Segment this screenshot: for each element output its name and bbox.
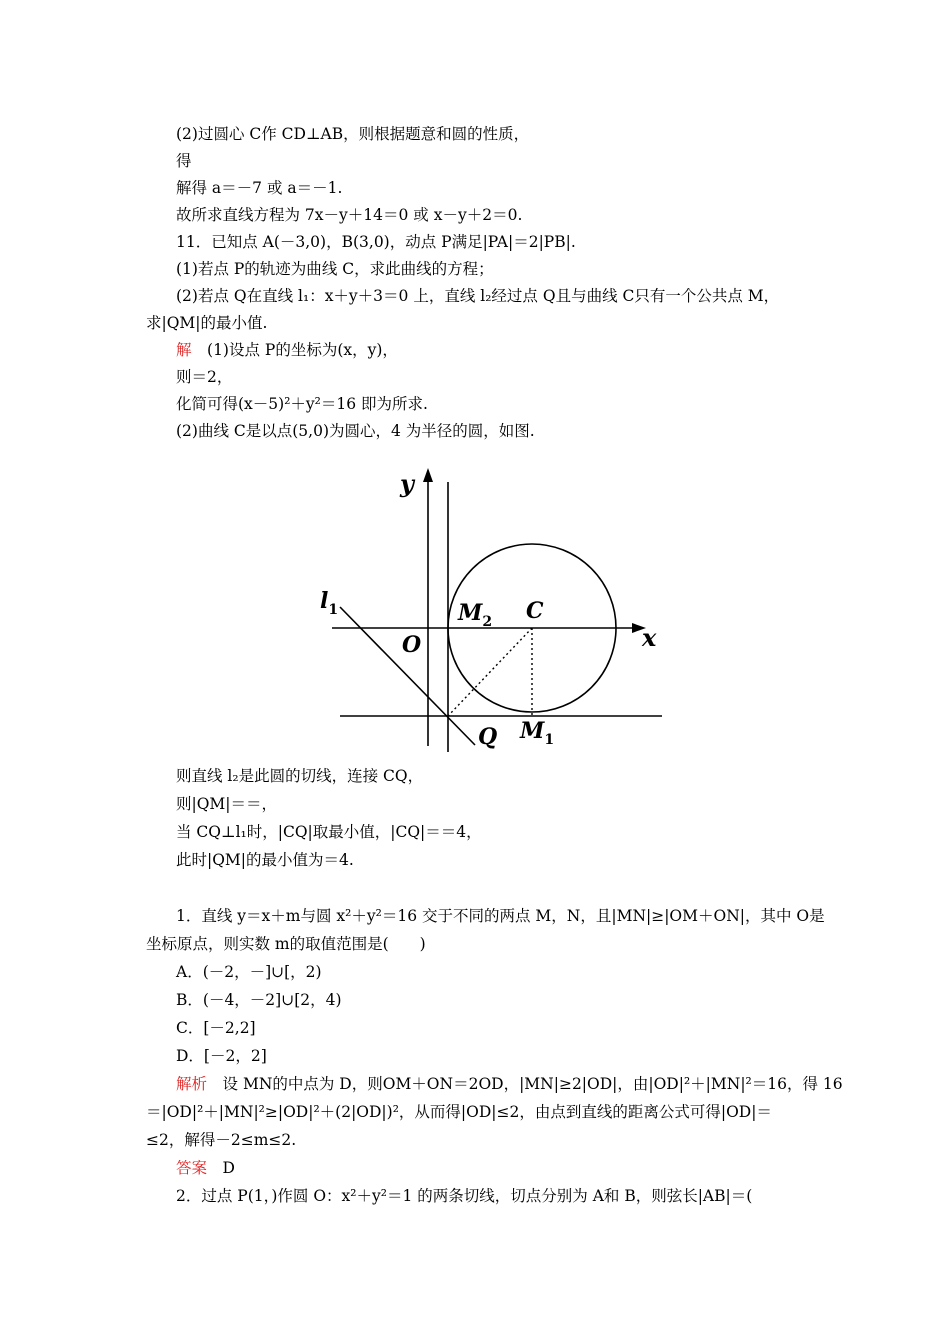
sub-question: (2)若点 Q在直线 l₁：x＋y＋3＝0 上，直线 l₂经过点 Q且与曲线 C只有一个公共点 M， [176,287,780,305]
question-stem: 2．过点 P(1，)作圆 O：x²＋y²＝1 的两条切线，切点分别为 A和 B，则弦长|AB|＝( [176,1187,753,1205]
question-stem: 坐标原点，则实数 m的取值范围是( ) [146,935,426,953]
solution-line: 则＝2， [176,368,233,386]
l1-label [320,588,338,618]
origin-label: O [402,632,422,658]
analysis-line [176,1074,843,1094]
analysis-line: ≤2，解得－2≤m≤2. [146,1131,297,1149]
answer-text: D [207,1159,235,1177]
option-a: A．(－2，－]∪[，2) [176,963,322,981]
analysis-line: ＝|OD|²＋|MN|²≥|OD|²＋(2|OD|)²，从而得|OD|≤2，由点到直线的距离公式可得|OD|＝ [146,1103,772,1121]
l1-letter: l [320,588,329,614]
option-d: D．[－2，2] [176,1047,267,1065]
q-label: Q [478,724,498,750]
solution-text: (1)设点 P的坐标为(x，y)， [191,341,398,359]
solution-line: 此时|QM|的最小值为＝4. [176,851,354,869]
answer-line [176,1158,235,1178]
center-label: C [526,598,544,624]
solution-line: 则直线 l₂是此圆的切线，连接 CQ， [176,767,424,785]
geometry-figure [300,462,680,762]
m1-label [519,718,554,748]
m2-subscript: 2 [482,614,493,630]
sub-question: (1)若点 P的轨迹为曲线 C，求此曲线的方程； [176,260,494,278]
answer-label: 答案 [176,1159,208,1177]
question-stem: 1．直线 y＝x＋m与圆 x²＋y²＝16 交于不同的两点 M，N，且|MN|≥|OM＋ON|，其中 O是 [176,907,825,925]
m1-letter: M [520,718,545,744]
x-label: x [642,623,657,652]
m2-label [457,600,492,630]
text-line: (2)过圆心 C作 CD⊥AB，则根据题意和圆的性质， [176,125,530,143]
analysis-label: 解析 [176,1075,208,1093]
text-line: 故所求直线方程为 7x－y＋14＝0 或 x－y＋2＝0. [176,206,523,224]
m1-subscript: 1 [544,732,555,748]
y-axis-arrow [423,468,433,482]
analysis-text: 设 MN的中点为 D，则OM＋ON＝2OD，|MN|≥2|OD|，由|OD|²＋|MN|²＝16，得 16 [207,1075,843,1093]
y-label: y [400,469,414,498]
l1-subscript: 1 [328,602,339,618]
text-line: 解得 a＝－7 或 a＝－1. [176,179,343,197]
solution-line [176,340,398,360]
option-b: B．(－4，－2]∪[2，4) [176,991,342,1009]
solution-label: 解 [176,341,192,359]
text-line: 得 [176,152,192,170]
solution-line: 则|QM|＝＝， [176,795,278,813]
m2-letter: M [458,600,483,626]
solution-line: (2)曲线 C是以点(5,0)为圆心，4 为半径的圆，如图. [176,422,535,440]
solution-line: 化简可得(x－5)²＋y²＝16 即为所求. [176,395,428,413]
question-stem: 11．已知点 A(－3,0)，B(3,0)，动点 P满足|PA|＝2|PB|. [176,233,576,251]
sub-question: 求|QM|的最小值. [146,314,268,332]
solution-line: 当 CQ⊥l₁时，|CQ|取最小值，|CQ|＝＝4， [176,823,482,841]
option-c: C．[－2,2] [176,1019,256,1037]
